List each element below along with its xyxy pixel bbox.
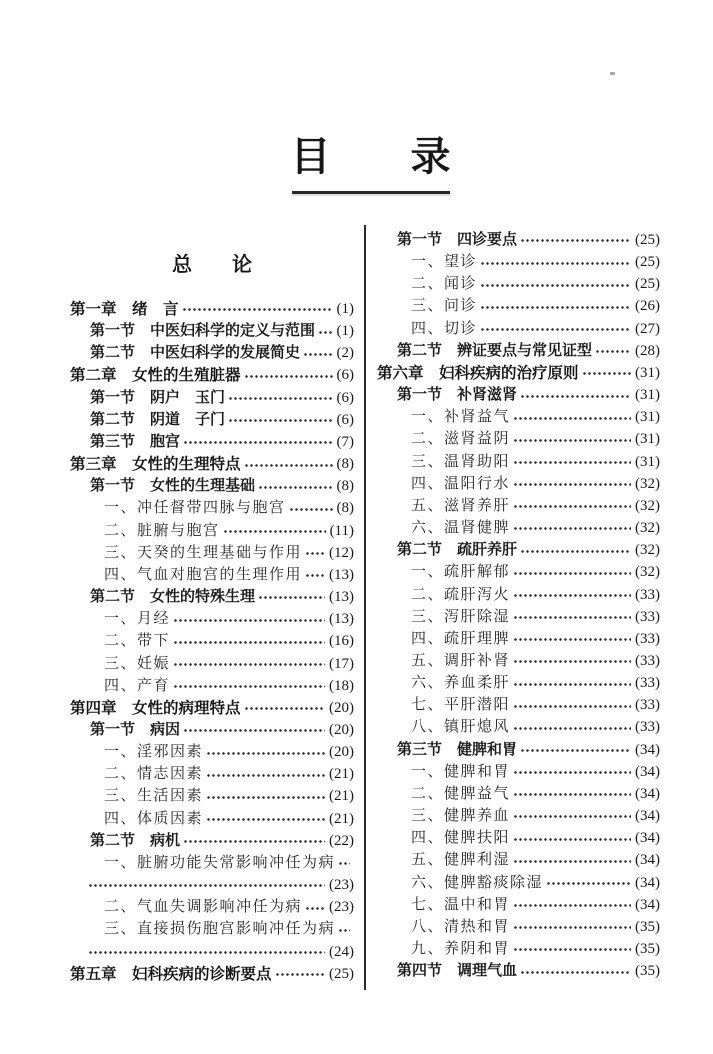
toc-entry — [377, 938, 660, 960]
dot-leader — [305, 564, 325, 586]
toc-entry — [377, 451, 660, 473]
dot-leader — [303, 342, 332, 364]
toc-entry-page-number: (25) — [635, 232, 660, 248]
toc-entry — [70, 542, 354, 564]
toc-entry — [377, 517, 660, 539]
toc-entry-page-number: (34) — [635, 763, 660, 780]
toc-entry — [377, 495, 660, 517]
toc-entry-text: 三、生活因素 — [104, 788, 204, 805]
toc-entry — [377, 872, 660, 894]
toc-entry — [377, 628, 660, 650]
toc-column-left — [70, 250, 354, 985]
dot-leader — [318, 320, 332, 342]
toc-entry-text: 六、温肾健脾 — [411, 520, 511, 537]
toc-entry — [70, 431, 354, 453]
dot-leader — [183, 830, 325, 852]
toc-entry — [377, 761, 660, 783]
toc-entry — [377, 318, 660, 340]
toc-entry-text: 一、疏肝解郁 — [411, 564, 511, 581]
toc-entry-text: 第二节 疏肝养肝 — [397, 542, 518, 559]
toc-entry-text: 第一节 中医妇科学的定义与范围 — [90, 323, 316, 340]
toc-entry-page-number: (22) — [329, 832, 354, 849]
toc-entry-text: 第一节 病因 — [90, 721, 181, 738]
toc-entry — [70, 896, 354, 918]
dot-leader — [520, 739, 631, 761]
dot-leader — [520, 960, 631, 982]
toc-entry-page-number: (32) — [635, 564, 660, 581]
toc-entry-text: 二、带下 — [104, 633, 171, 650]
toc-entry — [377, 428, 660, 450]
toc-entry — [70, 342, 354, 364]
toc-entry-page-number: (25) — [635, 254, 660, 271]
page-title: 目 录 — [290, 134, 451, 180]
dot-leader — [289, 497, 333, 519]
dot-leader — [513, 694, 631, 716]
toc-entry — [70, 653, 354, 675]
toc-entry — [377, 694, 660, 716]
toc-entry-text: 三、直接损伤胞宫影响冲任为病 — [104, 921, 336, 938]
toc-entry-page-number: (7) — [336, 433, 354, 450]
dot-leader — [206, 763, 325, 785]
toc-entry-text: 四、切诊 — [411, 320, 478, 337]
dot-leader — [305, 542, 325, 564]
scan-artifact-speck — [610, 72, 615, 75]
dot-leader — [258, 475, 332, 497]
toc-entry — [377, 561, 660, 583]
toc-entry-page-number: (34) — [635, 741, 660, 758]
toc-entry-page-number: (35) — [635, 941, 660, 957]
toc-entry — [377, 916, 660, 938]
toc-entry-text: 四、疏肝理脾 — [411, 630, 511, 647]
toc-entry-text: 六、健脾豁痰除湿 — [411, 874, 544, 891]
dot-leader — [520, 229, 631, 251]
toc-entry-text: 第二节 辨证要点与常见证型 — [397, 342, 593, 359]
overview-heading: 总 论 — [172, 252, 252, 276]
toc-entry — [70, 874, 354, 896]
toc-entry-text: 五、调肝补肾 — [411, 652, 511, 669]
toc-entry — [377, 739, 660, 761]
toc-entry-page-number: (32) — [635, 497, 660, 514]
dot-leader — [582, 362, 631, 384]
toc-entry-page-number: (2) — [336, 345, 354, 362]
toc-entry-page-number: (34) — [635, 852, 660, 869]
toc-entry-page-number: (13) — [329, 611, 354, 628]
toc-entry-page-number: (1) — [336, 323, 354, 340]
dot-leader — [206, 785, 325, 807]
toc-entry-text: 八、镇肝熄风 — [411, 719, 511, 736]
dot-leader — [480, 295, 631, 317]
dot-leader — [182, 298, 333, 320]
toc-entry-text: 四、温阳行水 — [411, 475, 511, 492]
toc-entry-text: 第一节 阴户 玉门 — [90, 389, 226, 406]
dot-leader — [513, 938, 631, 960]
dot-leader — [228, 387, 332, 409]
toc-entry — [377, 384, 660, 406]
dot-leader — [513, 495, 631, 517]
dot-leader — [258, 586, 325, 608]
toc-entry-text: 八、清热和胃 — [411, 918, 511, 935]
toc-entry-page-number: (20) — [329, 699, 354, 716]
toc-entry-text: 二、闻诊 — [411, 276, 478, 293]
toc-entry-text: 五、健脾利湿 — [411, 852, 511, 869]
toc-entry-page-number: (17) — [329, 655, 354, 672]
dot-leader — [520, 384, 631, 406]
toc-entry-text: 五、滋肾养肝 — [411, 497, 511, 514]
toc-entry-text: 九、养阴和胃 — [411, 941, 511, 957]
dot-leader — [513, 783, 631, 805]
toc-entry-page-number: (25) — [329, 965, 354, 982]
dot-leader — [173, 608, 325, 630]
toc-entry — [70, 963, 354, 985]
toc-entry — [377, 672, 660, 694]
toc-entry-text: 四、产育 — [104, 677, 171, 694]
toc-entry-page-number: (34) — [635, 896, 660, 913]
toc-entry-text: 第六章 妇科疾病的治疗原则 — [377, 363, 579, 382]
dot-leader — [513, 628, 631, 650]
toc-entry — [377, 473, 660, 495]
toc-entry-text: 一、冲任督带四脉与胞宫 — [104, 500, 286, 517]
dot-leader — [513, 916, 631, 938]
toc-entry-page-number: (31) — [635, 409, 660, 426]
toc-entry-page-number: (32) — [635, 520, 660, 537]
toc-entry-text: 一、月经 — [104, 611, 171, 628]
toc-entry-text: 一、望诊 — [411, 254, 478, 271]
toc-entry — [70, 387, 354, 409]
dot-leader — [244, 697, 325, 719]
dot-leader — [275, 963, 325, 985]
dot-leader — [513, 827, 631, 849]
dot-leader — [513, 805, 631, 827]
toc-entry-text: 第五章 妇科疾病的诊断要点 — [70, 964, 272, 983]
toc-entry-page-number: (8) — [336, 456, 354, 473]
toc-column-right — [377, 229, 660, 982]
toc-entry-page-number: (12) — [329, 544, 354, 561]
toc-entry-text: 第四章 女性的病理特点 — [70, 698, 241, 717]
toc-entry-text: 第三节 胞宫 — [90, 433, 181, 450]
toc-entry-text: 二、气血失调影响冲任为病 — [104, 899, 303, 916]
toc-entry — [377, 960, 660, 982]
toc-entry-text: 一、健脾和胃 — [411, 763, 511, 780]
toc-entry-page-number: (25) — [635, 276, 660, 293]
dot-leader — [206, 741, 325, 763]
toc-entry-text: 第一章 绪 言 — [70, 300, 179, 318]
toc-entry — [70, 763, 354, 785]
toc-entry — [377, 805, 660, 827]
dot-leader — [513, 849, 631, 871]
toc-entry-page-number: (21) — [329, 810, 354, 827]
toc-entry-text: 三、妊娠 — [104, 655, 171, 672]
toc-entry — [70, 785, 354, 807]
toc-entry — [70, 697, 354, 719]
toc-entry-text: 三、泻肝除湿 — [411, 608, 511, 625]
toc-entry-text: 六、养血柔肝 — [411, 675, 511, 692]
dot-leader — [513, 584, 631, 606]
toc-entry-text: 四、体质因素 — [104, 810, 204, 827]
toc-entry — [377, 584, 660, 606]
toc-entry-page-number: (8) — [336, 478, 354, 495]
toc-entry-page-number: (28) — [635, 342, 660, 359]
toc-entry — [377, 716, 660, 738]
toc-entry-page-number: (23) — [329, 877, 354, 894]
toc-entry — [377, 539, 660, 561]
toc-entry-text: 第二节 女性的特殊生理 — [90, 589, 256, 606]
toc-entry-page-number: (20) — [329, 744, 354, 761]
toc-entry — [377, 849, 660, 871]
toc-entry — [70, 941, 354, 963]
toc-entry-page-number: (33) — [635, 630, 660, 647]
dot-leader — [513, 406, 631, 428]
toc-entry — [70, 475, 354, 497]
toc-entry — [70, 586, 354, 608]
toc-entry — [377, 362, 660, 384]
toc-entry-text: 四、气血对胞宫的生理作用 — [104, 566, 303, 583]
dot-leader — [338, 918, 350, 940]
toc-entry — [377, 894, 660, 916]
toc-entry-page-number: (1) — [336, 301, 354, 317]
toc-entry-page-number: (32) — [635, 542, 660, 559]
dot-leader — [513, 517, 631, 539]
toc-entry-text: 一、补肾益气 — [411, 409, 511, 426]
toc-entry-page-number: (21) — [329, 766, 354, 783]
dot-leader — [513, 606, 631, 628]
dot-leader — [546, 872, 631, 894]
toc-entry-page-number: (31) — [635, 387, 660, 404]
dot-leader — [244, 364, 333, 386]
dot-leader — [513, 451, 631, 473]
toc-entry-text: 第二章 女性的生殖脏器 — [70, 366, 241, 385]
dot-leader — [595, 340, 631, 362]
dot-leader — [513, 473, 631, 495]
toc-entry — [70, 564, 354, 586]
toc-entry-page-number: (21) — [329, 788, 354, 805]
toc-entry — [70, 453, 354, 475]
toc-entry-page-number: (13) — [329, 589, 354, 606]
toc-entry — [377, 295, 660, 317]
toc-entry-page-number: (33) — [635, 719, 660, 736]
toc-entry-page-number: (34) — [635, 830, 660, 847]
dot-leader — [223, 520, 326, 542]
dot-leader — [513, 428, 631, 450]
toc-entry — [377, 650, 660, 672]
toc-entry — [70, 852, 354, 874]
toc-entry — [70, 675, 354, 697]
toc-entry-page-number: (31) — [635, 364, 660, 381]
toc-entry-page-number: (24) — [329, 943, 354, 960]
dot-leader — [520, 539, 631, 561]
dot-leader — [480, 273, 631, 295]
dot-leader — [513, 561, 631, 583]
toc-entry-page-number: (11) — [329, 522, 354, 539]
dot-leader — [513, 716, 631, 738]
toc-entry-page-number: (13) — [329, 566, 354, 583]
column-divider-rule — [364, 225, 366, 990]
toc-entry — [377, 251, 660, 273]
toc-entry — [70, 320, 354, 342]
toc-entry-text: 三、问诊 — [411, 298, 478, 315]
dot-leader — [88, 874, 325, 896]
toc-entry — [377, 229, 660, 251]
toc-entry-page-number: (6) — [336, 411, 354, 428]
toc-entry-text: 第三章 女性的生理特点 — [70, 455, 241, 474]
toc-entry — [70, 497, 354, 519]
toc-entry-page-number: (6) — [336, 367, 354, 384]
dot-leader — [338, 852, 350, 874]
toc-entry-text: 二、疏肝泻火 — [411, 586, 511, 603]
dot-leader — [480, 251, 631, 273]
toc-entry — [70, 808, 354, 830]
toc-entry-page-number: (34) — [635, 808, 660, 825]
toc-entry-text: 第二节 中医妇科学的发展简史 — [90, 345, 301, 362]
dot-leader — [513, 672, 631, 694]
dot-leader — [173, 653, 325, 675]
dot-leader — [480, 318, 631, 340]
toc-entry-text: 一、脏腑功能失常影响冲任为病 — [104, 854, 336, 871]
toc-entry — [377, 827, 660, 849]
toc-entry-page-number: (23) — [329, 899, 354, 916]
toc-entry-text: 一、淫邪因素 — [104, 744, 204, 761]
dot-leader — [305, 896, 325, 918]
toc-entry-page-number: (20) — [329, 721, 354, 738]
dot-leader — [206, 808, 325, 830]
dot-leader — [183, 719, 325, 741]
title-block — [14, 133, 713, 194]
toc-entry-text: 七、温中和胃 — [411, 896, 511, 913]
toc-entry-page-number: (33) — [635, 586, 660, 603]
toc-entry-page-number: (18) — [329, 677, 354, 694]
dot-leader — [513, 650, 631, 672]
toc-entry-text: 第一节 女性的生理基础 — [90, 478, 256, 495]
toc-entry-page-number: (33) — [635, 608, 660, 625]
toc-entry-text: 三、温肾助阳 — [411, 453, 511, 470]
toc-entry-page-number: (35) — [635, 918, 660, 935]
toc-entry-page-number: (8) — [336, 500, 354, 517]
dot-leader — [173, 675, 325, 697]
toc-entry-text: 第二节 阴道 子门 — [90, 411, 226, 428]
toc-entry — [377, 406, 660, 428]
dot-leader — [513, 761, 631, 783]
toc-entry-page-number: (33) — [635, 675, 660, 692]
dot-leader — [173, 630, 325, 652]
toc-entry — [70, 830, 354, 852]
dot-leader — [513, 894, 631, 916]
toc-entry — [377, 340, 660, 362]
toc-entry-page-number: (26) — [635, 298, 660, 315]
dot-leader — [183, 431, 332, 453]
toc-entry-text: 第三节 健脾和胃 — [397, 741, 518, 758]
dot-leader — [228, 409, 332, 431]
toc-entry-text: 第一节 四诊要点 — [397, 232, 518, 248]
toc-entry-page-number: (27) — [635, 320, 660, 337]
toc-entry — [70, 520, 354, 542]
toc-entry-text: 第一节 补肾滋肾 — [397, 387, 518, 404]
toc-entry-text: 第二节 病机 — [90, 832, 181, 849]
toc-entry-page-number: (33) — [635, 652, 660, 669]
toc-entry-page-number: (34) — [635, 874, 660, 891]
toc-entry-text: 二、情志因素 — [104, 766, 204, 783]
toc-entry — [70, 630, 354, 652]
toc-entry — [70, 608, 354, 630]
toc-entry-text: 第四节 调理气血 — [397, 963, 518, 980]
toc-entry-text: 二、健脾益气 — [411, 785, 511, 802]
toc-entry — [377, 606, 660, 628]
toc-entry-page-number: (32) — [635, 475, 660, 492]
toc-entry-text: 四、健脾扶阳 — [411, 830, 511, 847]
toc-entry — [70, 409, 354, 431]
toc-entry-page-number: (31) — [635, 431, 660, 448]
title-underline — [292, 191, 450, 194]
dot-leader — [88, 941, 325, 963]
toc-entry — [377, 783, 660, 805]
toc-entry-page-number: (33) — [635, 697, 660, 714]
toc-entry-page-number: (16) — [329, 633, 354, 650]
toc-entry-text: 三、天癸的生理基础与作用 — [104, 544, 303, 561]
toc-entry — [70, 918, 354, 940]
toc-entry-page-number: (31) — [635, 453, 660, 470]
toc-entry-text: 七、平肝潜阳 — [411, 697, 511, 714]
toc-entry-page-number: (6) — [336, 389, 354, 406]
toc-entry-text: 三、健脾养血 — [411, 808, 511, 825]
toc-entry-page-number: (35) — [635, 963, 660, 980]
toc-entry — [377, 273, 660, 295]
toc-list-left — [70, 298, 354, 985]
dot-leader — [244, 453, 333, 475]
toc-entry — [70, 741, 354, 763]
toc-entry-page-number: (34) — [635, 785, 660, 802]
toc-entry — [70, 364, 354, 386]
toc-entry-text: 二、脏腑与胞宫 — [104, 522, 220, 539]
toc-entry-text: 二、滋肾益阴 — [411, 431, 511, 448]
toc-entry — [70, 298, 354, 320]
toc-entry — [70, 719, 354, 741]
toc-list-right — [377, 229, 660, 982]
